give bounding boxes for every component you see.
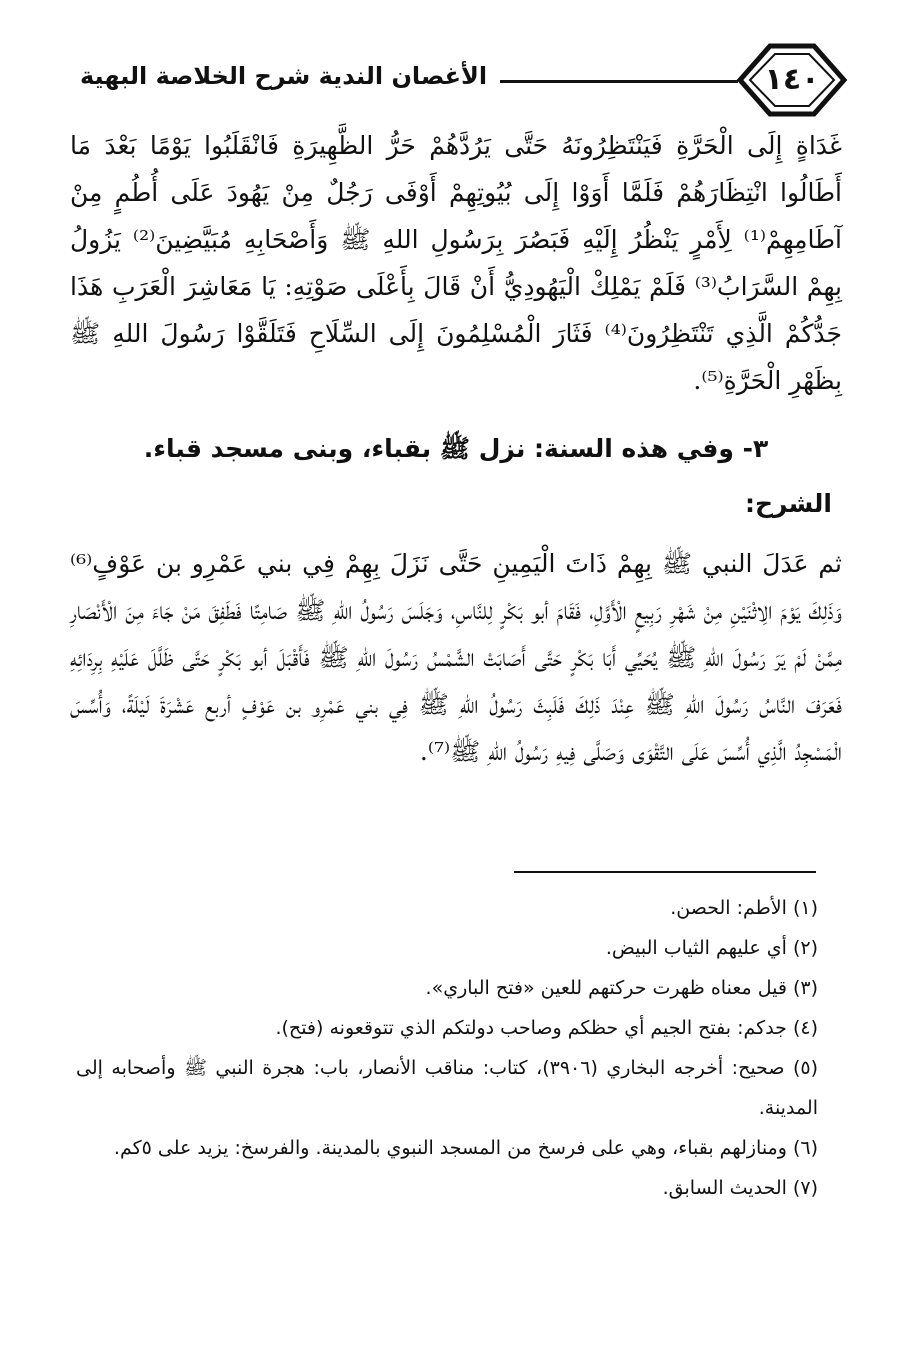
footnote-7: (٧) الحديث السابق. <box>662 1177 818 1199</box>
page-number: ١٤٠ <box>764 62 820 97</box>
main-text <box>70 122 842 775</box>
page-number-badge <box>736 42 848 118</box>
footnote-3: (٣) قيل معناه ظهرت حركتهم للعين «فتح الباري». <box>425 977 818 999</box>
page-header <box>60 40 850 120</box>
footnote-separator <box>514 871 816 873</box>
footnote-4: (٤) جدكم: بفتح الجيم أي حظكم وصاحب دولتكم الذي تتوقعونه (فتح). <box>275 1017 818 1039</box>
paragraph-2: ثم عَدَلَ النبي ﷺ بِهِمْ ذَاتَ الْيَمِينِ حَتَّى نَزَلَ بِهِمْ فِي بني عَمْرِو بن عَوْفٍ⁽⁶⁾ وَذَلِكَ يَوْمَ الِاثْنَيْنِ مِنْ شَهْرِ رَبِيعٍ الْأَوَّلِ، فَقَامَ أبو بَكْرٍ لِلنَّاسِ، وَجَلَسَ رَسُولُ اللهِ ﷺ صَامِتًا فَطَفِقَ مَنْ جَاءَ مِنَ الْأَنْصَارِ مِمَّنْ لَمْ يَرَ رَسُولَ اللهِ ﷺ يُحَيِّي أَبَا بَكْرٍ حَتَّى أَصَابَتْ الشَّمْسُ رَسُولَ اللهِ ﷺ فَأَقْبَلَ أبو بَكْرٍ حَتَّى ظَلَّلَ عَلَيْهِ بِرِدَائِهِ فَعَرَفَ النَّاسُ رَسُولَ اللهِ ﷺ عِنْدَ ذَلِكَ فَلَبِثَ رَسُولُ اللهِ ﷺ فِي بني عَمْرِو بن عَوْفٍ أربع عَشْرَةَ لَيْلَةً، وَأُسِّسَ الْمَسْجِدُ الَّذِي أُسِّسَ عَلَى التَّقْوَى وَصَلَّى فِيهِ رَسُولُ اللهِ ﷺ⁽⁷⁾. <box>70 549 842 766</box>
paragraph-1: غَدَاةٍ إِلَى الْحَرَّةِ فَيَنْتَظِرُونَهُ حَتَّى يَرُدَّهُمْ حَرُّ الظَّهِيرَةِ فَانْقَلَبُوا يَوْمًا بَعْدَ مَا أَطَالُوا انْتِظَارَهُمْ فَلَمَّا أَوَوْا إِلَى بُيُوتِهِمْ أَوْفَى رَجُلٌ مِنْ يَهُودَ عَلَى أُطُمٍ مِنْ آطَامِهِمْ⁽¹⁾ لِأَمْرٍ يَنْظُرُ إِلَيْهِ فَبَصُرَ بِرَسُولِ اللهِ ﷺ وَأَصْحَابِهِ مُبَيَّضِينَ⁽²⁾ يَزُولُ بِهِمْ السَّرَابُ⁽³⁾ فَلَمْ يَمْلِكْ الْيَهُودِيُّ أَنْ قَالَ بِأَعْلَى صَوْتِهِ: يَا مَعَاشِرَ الْعَرَبِ هَذَا جَدُّكُمْ الَّذِي تَنْتَظِرُونَ⁽⁴⁾ فَثَارَ الْمُسْلِمُونَ إِلَى السِّلَاحِ فَتَلَقَّوْا رَسُولَ اللهِ ﷺ بِظَهْرِ الْحَرَّةِ⁽⁵⁾. <box>70 131 842 395</box>
footnote-1: (١) الأطم: الحصن. <box>670 897 818 919</box>
footnote-2: (٢) أي عليهم الثياب البيض. <box>605 937 818 959</box>
sharh-label: الشرح: <box>745 489 832 518</box>
footnotes <box>76 888 818 1208</box>
footnote-5: (٥) صحيح: أخرجه البخاري (٣٩٠٦)، كتاب: مناقب الأنصار، باب: هجرة النبي ﷺ وأصحابه إلى المدينة. <box>76 1057 818 1119</box>
section-heading: ٣- وفي هذه السنة: نزل ﷺ بقباء، وبنى مسجد قباء. <box>143 434 769 463</box>
book-title: الأغصان الندية شرح الخلاصة البهية <box>80 62 488 90</box>
footnote-6: (٦) ومنازلهم بقباء، وهي على فرسخ من المسجد النبوي بالمدينة. والفرسخ: يزيد على ٥كم. <box>113 1137 818 1159</box>
header-rule <box>500 80 738 83</box>
